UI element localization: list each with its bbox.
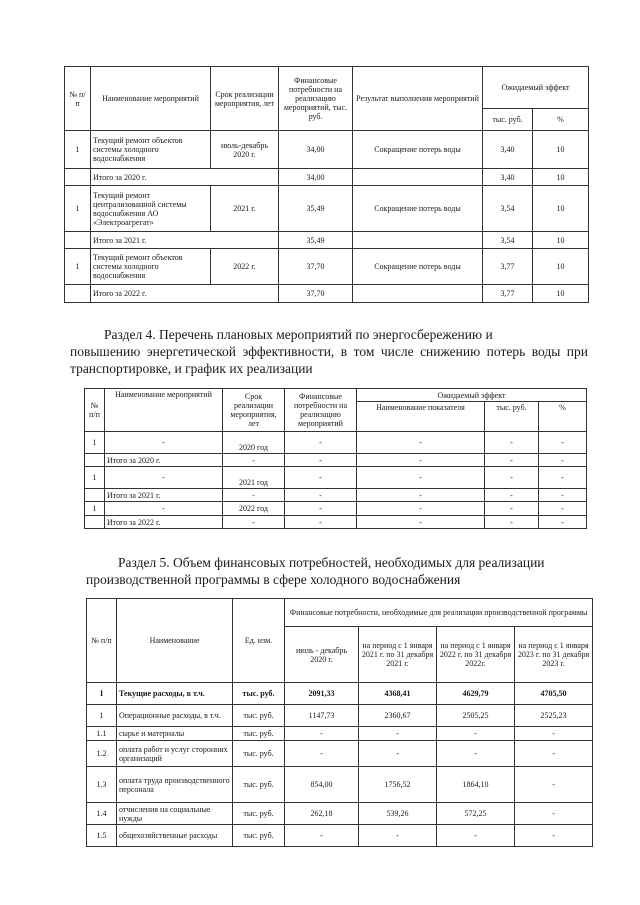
row-finance: 37,70: [279, 249, 353, 285]
row-name: оплата труда производственного персонала: [117, 767, 233, 803]
row-value-2022: 1864,10: [437, 767, 515, 803]
row-term: 2022 год: [223, 502, 285, 516]
row-rub: 3,77: [483, 249, 533, 285]
row-rub: 3,40: [483, 131, 533, 169]
col-header-period-2023: на период с 1 января 2023 г. по 31 декабря 2023 г.: [515, 627, 593, 683]
row-value-2020: 854,00: [285, 767, 359, 803]
measures-table-2020-2022: [64, 66, 589, 303]
row-value-2021: -: [359, 825, 437, 847]
row-rub: 3,40: [483, 169, 533, 186]
row-total-label: Итого за 2022 г.: [91, 285, 279, 303]
row-value-2022: -: [437, 727, 515, 741]
row-value-2022: -: [437, 741, 515, 767]
row-name: отчисления на социальные нужды: [117, 803, 233, 825]
col-header-finance: Финансовые потребности на реализацию мероприятий: [285, 389, 357, 432]
row-rub: -: [485, 467, 539, 489]
col-header-name: Наименование мероприятий: [91, 67, 211, 131]
row-unit: тыс. руб.: [233, 705, 285, 727]
row-value-2020: 262,18: [285, 803, 359, 825]
col-header-effect: Ожидаемый эффект: [357, 389, 587, 402]
row-rub: -: [485, 432, 539, 454]
table-row: [85, 467, 587, 489]
row-rub: 3,54: [483, 186, 533, 232]
row-term: -: [223, 454, 285, 467]
row-result: Сокращение потерь воды: [353, 249, 483, 285]
row-rub: -: [485, 489, 539, 502]
row-name: Текущий ремонт объектов системы холодного водоснабжения: [91, 249, 211, 285]
table-row-total: [65, 285, 589, 303]
row-name: -: [105, 502, 223, 516]
row-value-2023: 4705,50: [515, 683, 593, 705]
row-value-2021: 1756,52: [359, 767, 437, 803]
row-num: 1.4: [87, 803, 117, 825]
table-row-total: [85, 454, 587, 467]
row-pct: -: [539, 454, 587, 467]
row-term: 2020 год: [223, 432, 285, 454]
row-rub: -: [485, 516, 539, 529]
row-name: Операционные расходы, в т.ч.: [117, 705, 233, 727]
row-value-2020: 2091,33: [285, 683, 359, 705]
row-name: Текущий ремонт централизованной системы водоснабжения АО «Электроагрегат»: [91, 186, 211, 232]
row-finance: -: [285, 454, 357, 467]
row-rub: -: [485, 502, 539, 516]
row-total-label: Итого за 2020 г.: [91, 169, 279, 186]
row-total-label: Итого за 2021 г.: [105, 489, 223, 502]
row-num: I: [87, 683, 117, 705]
row-indicator: -: [357, 467, 485, 489]
row-value-2022: -: [437, 825, 515, 847]
row-pct: 10: [533, 186, 589, 232]
row-unit: тыс. руб.: [233, 683, 285, 705]
row-term: 2021 г.: [211, 186, 279, 232]
table-row-total: [85, 489, 587, 502]
row-unit: тыс. руб.: [233, 741, 285, 767]
col-header-indicator: Наименование показателя: [357, 402, 485, 432]
row-value-2023: -: [515, 727, 593, 741]
row-num: 1: [85, 502, 105, 516]
row-value-2020: -: [285, 727, 359, 741]
col-header-num: № п/ п: [65, 67, 91, 131]
row-num: 1.5: [87, 825, 117, 847]
row-num: 1: [65, 249, 91, 285]
table-row: [87, 727, 593, 741]
row-pct: 10: [533, 169, 589, 186]
table-row: [65, 186, 589, 232]
row-indicator: -: [357, 454, 485, 467]
row-pct: 10: [533, 131, 589, 169]
row-value-2021: 2360,67: [359, 705, 437, 727]
row-value-2023: -: [515, 767, 593, 803]
row-rub: -: [485, 454, 539, 467]
col-header-term: Срок реализации мероприятия, лет: [223, 389, 285, 432]
row-term: 2021 год: [223, 467, 285, 489]
row-name: общехозяйственные расходы: [117, 825, 233, 847]
row-finance: 37,70: [279, 285, 353, 303]
row-finance: -: [285, 489, 357, 502]
table-row: [65, 131, 589, 169]
row-num: 1: [65, 186, 91, 232]
row-finance: 34,00: [279, 169, 353, 186]
row-unit: тыс. руб.: [233, 825, 285, 847]
row-num: 1: [85, 467, 105, 489]
col-header-term: Срок реализации мероприятия, лет: [211, 67, 279, 131]
col-header-effect-pct: %: [533, 109, 589, 131]
row-value-2023: -: [515, 803, 593, 825]
row-value-2021: -: [359, 727, 437, 741]
row-value-2023: -: [515, 741, 593, 767]
row-value-2022: 4629,79: [437, 683, 515, 705]
row-pct: 10: [533, 249, 589, 285]
row-term: июль-декабрь 2020 г.: [211, 131, 279, 169]
row-value-2020: 1147,73: [285, 705, 359, 727]
row-indicator: -: [357, 489, 485, 502]
row-finance: 35,49: [279, 186, 353, 232]
row-value-2022: 2505,25: [437, 705, 515, 727]
row-total-label: Итого за 2022 г.: [105, 516, 223, 529]
table-row-total: [65, 169, 589, 186]
row-name: сырье и материалы: [117, 727, 233, 741]
row-pct: 10: [533, 285, 589, 303]
col-header-finance: Финансовые потребности на реализацию мероприятий, тыс. руб.: [279, 67, 353, 131]
table-row: [87, 741, 593, 767]
row-name: Текущие расходы, в т.ч.: [117, 683, 233, 705]
row-result: Сокращение потерь воды: [353, 186, 483, 232]
row-rub: 3,54: [483, 232, 533, 249]
row-finance: -: [285, 502, 357, 516]
col-header-group: Финансовые потребности, необходимые для реализации производственной программы: [285, 599, 593, 627]
row-value-2022: 572,25: [437, 803, 515, 825]
col-header-pct: %: [539, 402, 587, 432]
row-finance: -: [285, 516, 357, 529]
row-indicator: -: [357, 516, 485, 529]
row-pct: -: [539, 467, 587, 489]
table-row: [87, 683, 593, 705]
row-pct: -: [539, 516, 587, 529]
row-num: 1.1: [87, 727, 117, 741]
row-finance: 35,49: [279, 232, 353, 249]
col-header-period-2021: на период с 1 января 2021 г. по 31 декабря 2021 г.: [359, 627, 437, 683]
col-header-unit: Ед. изм.: [233, 599, 285, 683]
row-name: -: [105, 432, 223, 454]
row-name: -: [105, 467, 223, 489]
table-row: [87, 705, 593, 727]
row-name: Текущий ремонт объектов системы холодного водоснабжения: [91, 131, 211, 169]
table-row: [87, 825, 593, 847]
table-row: [85, 502, 587, 516]
row-pct: -: [539, 489, 587, 502]
energy-saving-table: [84, 388, 587, 529]
row-num: 1: [87, 705, 117, 727]
row-unit: тыс. руб.: [233, 727, 285, 741]
row-result: Сокращение потерь воды: [353, 131, 483, 169]
row-term: 2022 г.: [211, 249, 279, 285]
row-total-label: Итого за 2021 г.: [91, 232, 279, 249]
col-header-effect-rub: тыс. руб.: [483, 109, 533, 131]
row-finance: 34,00: [279, 131, 353, 169]
table-row-total: [65, 232, 589, 249]
row-value-2023: -: [515, 825, 593, 847]
row-num: 1.3: [87, 767, 117, 803]
col-header-num: № п/п: [85, 389, 105, 432]
financial-needs-table: [86, 598, 593, 847]
col-header-name: Наименование мероприятий: [105, 389, 223, 432]
col-header-period-2020: июль - декабрь 2020 г.: [285, 627, 359, 683]
col-header-effect: Ожидаемый эффект: [483, 67, 589, 109]
row-num: 1.2: [87, 741, 117, 767]
table-row: [87, 767, 593, 803]
row-pct: -: [539, 502, 587, 516]
row-finance: -: [285, 467, 357, 489]
col-header-name: Наименование: [117, 599, 233, 683]
row-value-2020: -: [285, 825, 359, 847]
col-header-result: Результат выполнения мероприятий: [353, 67, 483, 131]
row-num: 1: [65, 131, 91, 169]
row-value-2021: 539,26: [359, 803, 437, 825]
section-4-heading: Раздел 4. Перечень плановых мероприятий по энергосбережению и: [104, 327, 493, 342]
row-value-2023: 2525,23: [515, 705, 593, 727]
row-term: -: [223, 516, 285, 529]
row-unit: тыс. руб.: [233, 803, 285, 825]
col-header-num: № п/п: [87, 599, 117, 683]
table-row: [85, 432, 587, 454]
row-unit: тыс. руб.: [233, 767, 285, 803]
table-row: [65, 249, 589, 285]
row-value-2021: 4368,41: [359, 683, 437, 705]
row-indicator: -: [357, 502, 485, 516]
col-header-rub: тыс. руб.: [485, 402, 539, 432]
col-header-period-2022: на период с 1 января 2022 г. по 31 декабря 2022г.: [437, 627, 515, 683]
row-name: оплата работ и услуг сторонних организаций: [117, 741, 233, 767]
row-finance: -: [285, 432, 357, 454]
section-4-heading-continued: повышению энергетической эффективности, в том числе снижению потерь воды при транспортировке, и график их реализации: [70, 344, 588, 376]
row-term: -: [223, 489, 285, 502]
row-pct: -: [539, 432, 587, 454]
row-value-2021: -: [359, 741, 437, 767]
row-value-2020: -: [285, 741, 359, 767]
row-num: 1: [85, 432, 105, 454]
row-pct: 10: [533, 232, 589, 249]
section-5-heading: Раздел 5. Объем финансовых потребностей, необходимых для реализации: [118, 555, 545, 570]
row-total-label: Итого за 2020 г.: [105, 454, 223, 467]
row-rub: 3,77: [483, 285, 533, 303]
section-5-heading-continued: производственной программы в сфере холодного водоснабжения: [86, 572, 461, 587]
table-row-total: [85, 516, 587, 529]
row-indicator: -: [357, 432, 485, 454]
table-row: [87, 803, 593, 825]
